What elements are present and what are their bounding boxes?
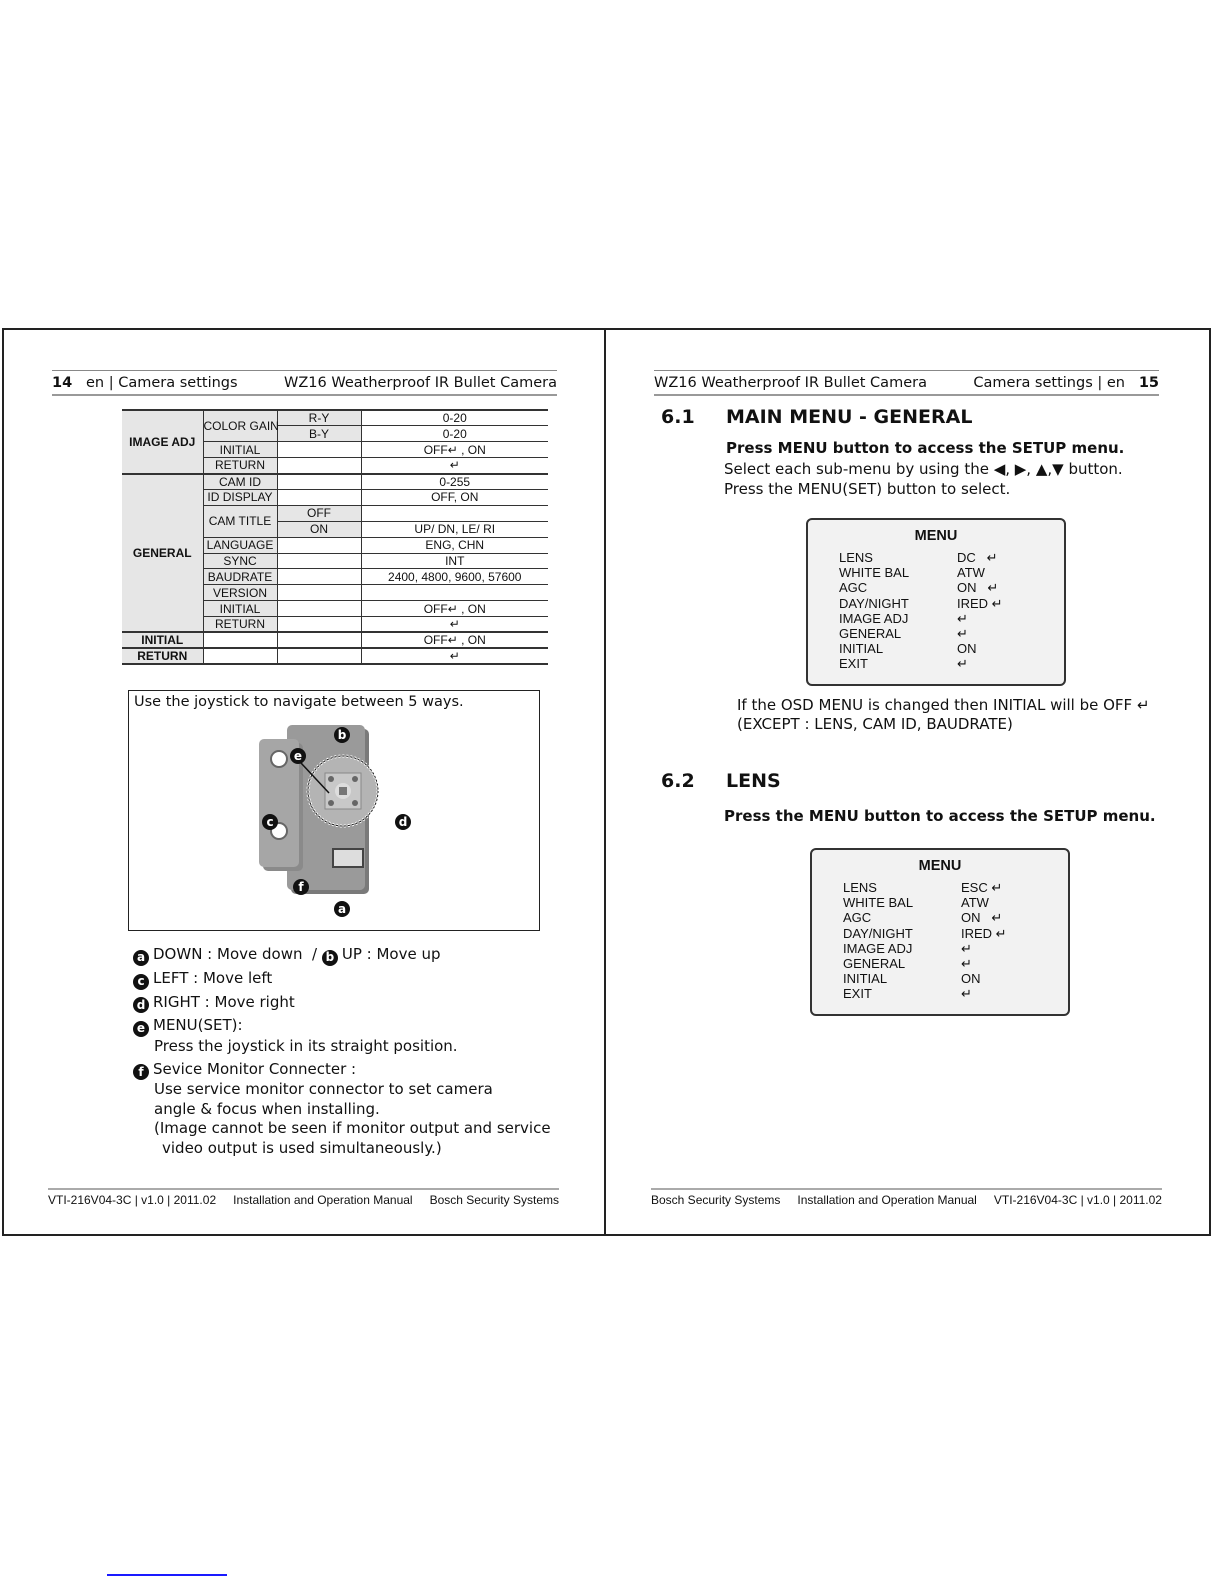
menu-item-value: ↵ [957,625,968,641]
menu-item [808,611,1064,626]
menu-item-value: ESC ↵ [961,880,1003,895]
table-cell: BAUDRATE [203,569,277,585]
joystick-diagram-box [128,690,540,931]
section-6-1-title: MAIN MENU - GENERAL [726,406,973,428]
legend-e-desc: Press the joystick in its straight position. [154,1037,458,1055]
osd-note: (EXCEPT : LENS, CAM ID, BAUDRATE) [737,715,1013,733]
menu-item [812,986,1068,1001]
table-cell [277,537,361,553]
menu-item-label: IMAGE ADJ [843,940,913,956]
right-page-header [654,370,1159,396]
menu-item [808,550,1064,565]
table-cell: OFF↵ , ON [361,632,548,648]
menu-item-label: GENERAL [843,955,906,971]
table-cell [277,632,361,648]
page-number: 14 [52,374,73,391]
menu-item-label: INITIAL [839,641,884,657]
table-cell: INITIAL [122,632,203,648]
menu-item-value: ON ↵ [957,580,999,596]
left-page-header [52,370,557,396]
legend-separator: / [312,945,318,963]
table-cell: RETURN [203,617,277,633]
menu-item [808,626,1064,641]
menu-item-value: IRED ↵ [957,595,1003,611]
menu-item-value: ↵ [961,986,972,1002]
table-cell: OFF↵ , ON [361,601,548,617]
menu-item-label: LENS [843,880,877,895]
footer-title: Installation and Operation Manual [797,1193,977,1207]
callout-e-line [299,761,339,801]
menu-item [808,596,1064,611]
callout-f: f [293,879,309,895]
legend-e: MENU(SET): [153,1016,243,1035]
menu-item-label: LENS [839,550,873,565]
table-cell: 0-20 [361,410,548,426]
footer-doc-id: VTI-216V04-3C | v1.0 | 2011.02 [48,1193,217,1207]
menu-item [808,565,1064,580]
page-number: 15 [1138,374,1159,391]
menu-item-value: ON [961,971,981,987]
menu-title: MENU [914,528,958,544]
joystick-legend [133,945,551,1158]
table-cell [277,489,361,505]
menu-item [808,641,1064,656]
callout-e: e [290,748,306,764]
table-cell: OFF [277,505,361,521]
table-cell: VERSION [203,585,277,601]
callout-d-icon: d [133,997,149,1013]
osd-menu-lens [810,848,1070,1016]
menu-item-label: IMAGE ADJ [839,610,909,626]
section-6-1-text: Press the MENU(SET) button to select. [724,480,1011,498]
menu-item-label: EXIT [843,986,872,1002]
footer-doc-id: VTI-216V04-3C | v1.0 | 2011.02 [993,1193,1162,1207]
table-cell: INT [361,553,548,569]
table-cell: ↵ [361,648,548,664]
menu-item-label: AGC [839,580,868,596]
menu-item [812,895,1068,910]
table-cell [277,617,361,633]
menu-item-value: ATW [957,565,985,581]
table-cell [277,601,361,617]
legend-f-desc: video output is used simultaneously.) [162,1138,442,1157]
table-cell: LANGUAGE [203,537,277,553]
joystick-caption: Use the joystick to navigate between 5 ways. [134,694,464,710]
table-cell: ↵ [361,458,548,474]
table-cell: CAM TITLE [203,505,277,537]
legend-c: LEFT : Move left [153,968,273,987]
section-title: en | Camera settings [86,374,238,391]
table-cell [277,585,361,601]
menu-item-label: WHITE BAL [843,895,914,911]
table-cell: B-Y [277,426,361,442]
link-underline [107,1574,227,1576]
product-title: WZ16 Weatherproof IR Bullet Camera [654,374,927,391]
table-cell [277,553,361,569]
table-cell: R-Y [277,410,361,426]
table-cell: INITIAL [203,442,277,458]
table-cell: ENG, CHN [361,537,548,553]
menu-item-label: GENERAL [839,625,902,641]
menu-item-label: WHITE BAL [839,565,910,581]
menu-item-value: ↵ [961,940,972,956]
menu-item-value: ↵ [957,610,968,626]
menu-item-value: ATW [961,895,989,911]
table-cell [277,474,361,490]
table-cell: 2400, 4800, 9600, 57600 [361,569,548,585]
table-cell: RETURN [203,458,277,474]
menu-item-label: AGC [843,910,872,926]
callout-d: d [395,814,411,830]
menu-item-label: DAY/NIGHT [843,925,913,941]
osd-menu-general [806,518,1066,686]
callout-c: c [262,814,278,830]
table-cell [203,632,277,648]
table-cell [203,648,277,664]
table-cell: COLOR GAIN [203,410,277,442]
menu-item [812,910,1068,925]
section-6-2-title: LENS [726,770,781,792]
table-cell: ↵ [361,617,548,633]
menu-item [812,971,1068,986]
menu-title: MENU [918,858,962,874]
footer-company: Bosch Security Systems [651,1193,781,1207]
menu-item-label: INITIAL [843,971,888,987]
menu-item [812,941,1068,956]
table-cell: ID DISPLAY [203,489,277,505]
menu-item-value: DC ↵ [957,550,998,565]
callout-b: b [334,727,350,743]
table-cell [277,458,361,474]
table-cell [361,585,548,601]
menu-item-value: ↵ [961,955,972,971]
menu-item-value: ON ↵ [961,910,1003,926]
table-cell: INITIAL [203,601,277,617]
legend-f-desc: (Image cannot be seen if monitor output and service [154,1119,551,1138]
menu-item-value: IRED ↵ [961,925,1007,941]
menu-item-label: EXIT [839,656,868,672]
section-6-2-number: 6.2 [661,770,695,792]
menu-item [812,956,1068,971]
table-cell [277,648,361,664]
footer-company: Bosch Security Systems [429,1193,559,1207]
table-cell: UP/ DN, LE/ RI [361,521,548,537]
section-6-2-instruction: Press the MENU button to access the SETUP menu. [724,807,1156,825]
menu-item [812,926,1068,941]
legend-d: RIGHT : Move right [153,992,295,1011]
table-cell: OFF, ON [361,489,548,505]
table-cell: 0-20 [361,426,548,442]
callout-a: a [334,901,350,917]
table-cell: OFF↵ , ON [361,442,548,458]
table-cell: SYNC [203,553,277,569]
table-cell: IMAGE ADJ [122,410,203,474]
menu-item-value: ↵ [957,656,968,672]
table-cell [277,569,361,585]
section-6-1-text: Select each sub-menu by using the ◀, ▶, ▲,▼ button. [724,460,1123,478]
legend-f: Sevice Monitor Connecter : [153,1059,357,1078]
menu-item-value: ON [957,641,977,657]
page-divider [604,328,606,1236]
section-6-1-number: 6.1 [661,406,695,428]
table-cell: ON [277,521,361,537]
osd-note: If the OSD MENU is changed then INITIAL will be OFF ↵ [737,696,1150,714]
settings-table [122,409,548,665]
table-row [122,632,548,648]
table-cell [277,442,361,458]
table-cell: CAM ID [203,474,277,490]
legend-b: UP : Move up [341,945,441,963]
callout-c-icon: c [133,974,149,990]
section-title: Camera settings | en [973,374,1125,391]
legend-a: DOWN : Move down [153,945,303,963]
callout-a-icon: a [133,950,149,966]
menu-item-label: DAY/NIGHT [839,595,909,611]
table-row [122,648,548,664]
menu-item [812,880,1068,895]
callout-e-icon: e [133,1021,149,1037]
left-page-footer [48,1188,559,1207]
callout-b-icon: b [322,950,338,966]
menu-item [808,580,1064,595]
table-cell: GENERAL [122,474,203,633]
section-6-1-instruction: Press MENU button to access the SETUP menu. [726,439,1125,457]
callout-f-icon: f [133,1064,149,1080]
table-row [122,410,548,426]
menu-item [808,656,1064,671]
right-page-footer [651,1188,1162,1207]
legend-f-desc: Use service monitor connector to set camera [154,1080,493,1099]
table-cell: 0-255 [361,474,548,490]
table-cell: RETURN [122,648,203,664]
table-cell [361,505,548,521]
table-row [122,474,548,490]
product-title: WZ16 Weatherproof IR Bullet Camera [284,374,557,391]
footer-title: Installation and Operation Manual [233,1193,413,1207]
legend-f-desc: angle & focus when installing. [154,1099,380,1118]
